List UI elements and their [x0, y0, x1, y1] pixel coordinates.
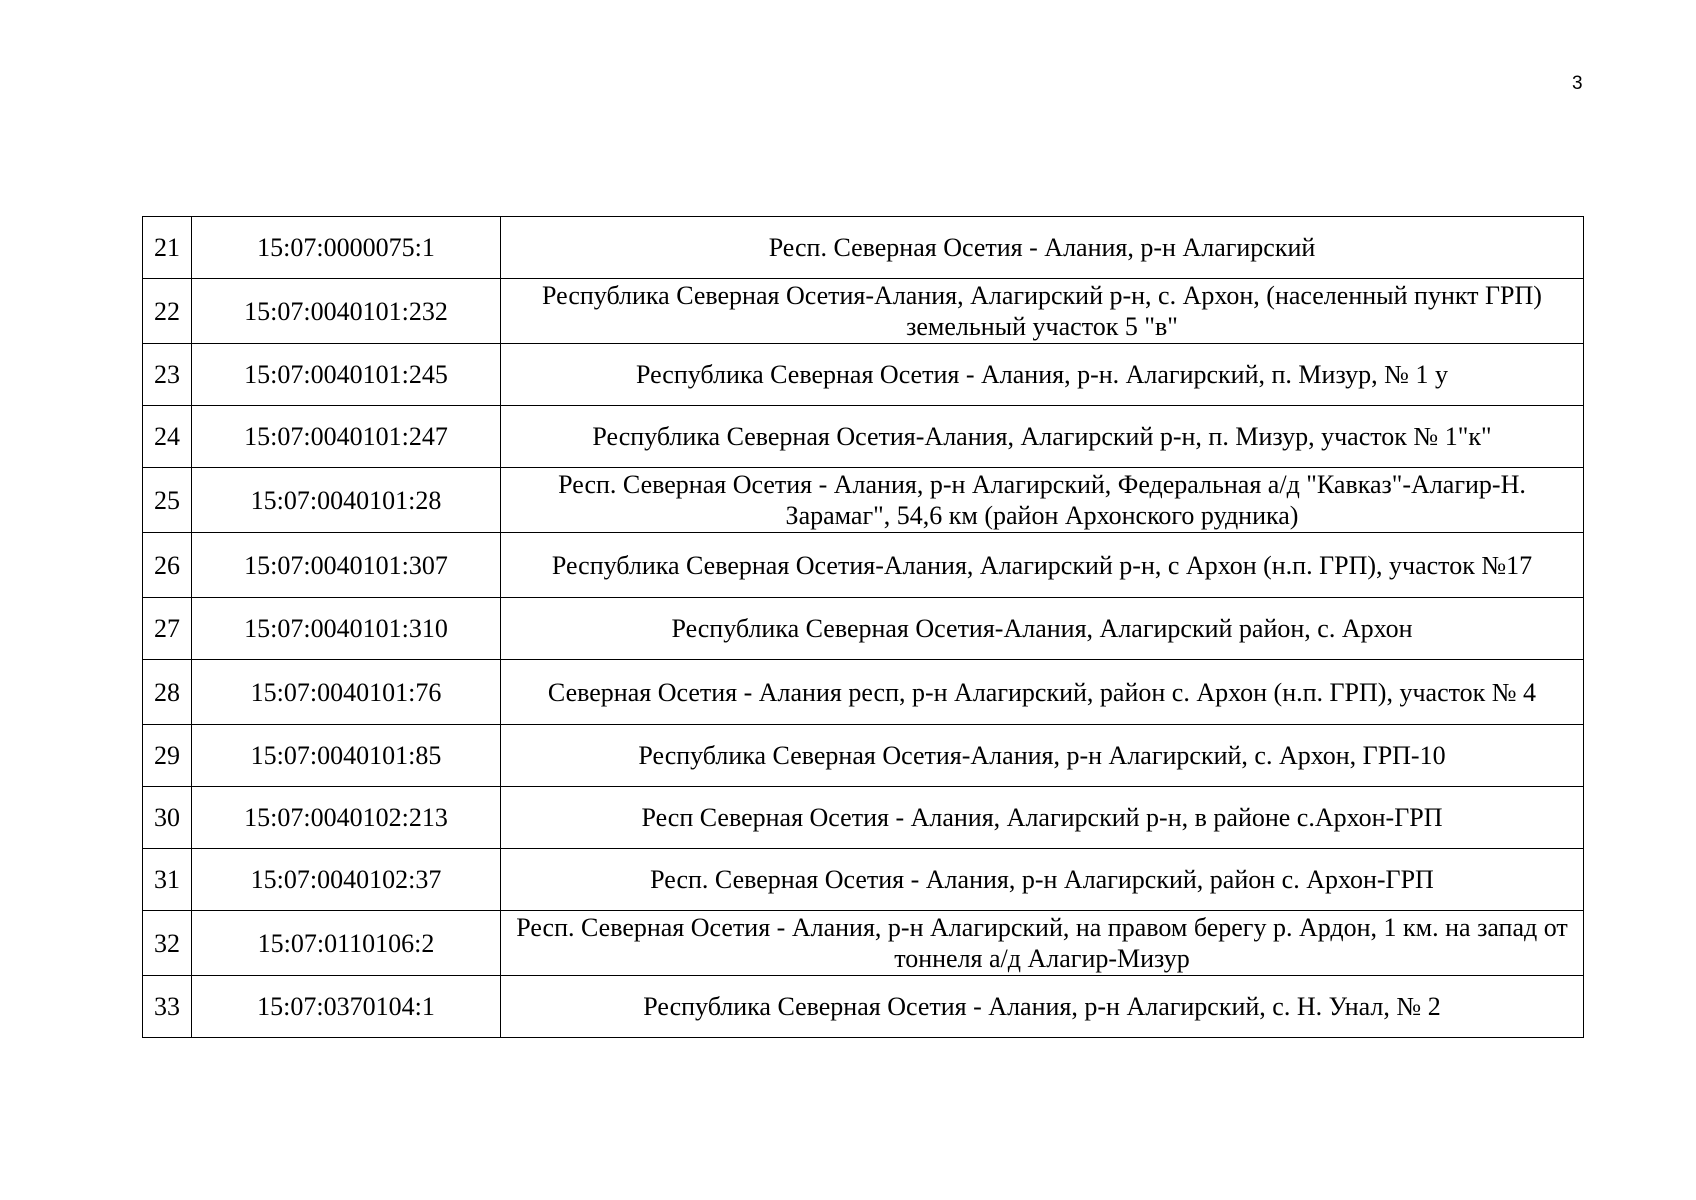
address: Респ. Северная Осетия - Алания, р-н Алагирский, на правом берегу р. Ардон, 1 км. на запад от тоннеля а/д Алагир-Мизур — [501, 911, 1584, 976]
address: Республика Северная Осетия-Алания, Алагирский район, с. Архон — [501, 598, 1584, 660]
address: Респ. Северная Осетия - Алания, р-н Алагирский, район с. Архон-ГРП — [501, 849, 1584, 911]
cadastral-number: 15:07:0040101:245 — [192, 344, 501, 406]
row-number: 23 — [143, 344, 192, 406]
table-row — [143, 406, 1584, 468]
cadastral-number: 15:07:0040101:247 — [192, 406, 501, 468]
address: Республика Северная Осетия-Алания, р-н Алагирский, с. Архон, ГРП-10 — [501, 725, 1584, 787]
row-number: 31 — [143, 849, 192, 911]
cadastral-number: 15:07:0040101:28 — [192, 468, 501, 533]
cadastral-number: 15:07:0370104:1 — [192, 976, 501, 1038]
table-row — [143, 344, 1584, 406]
cadastral-number: 15:07:0040101:76 — [192, 660, 501, 725]
address: Респ. Северная Осетия - Алания, р-н Алагирский, Федеральная а/д "Кавказ"-Алагир-Н. Зарамаг", 54,6 км (район Архонского рудника) — [501, 468, 1584, 533]
row-number: 27 — [143, 598, 192, 660]
address: Республика Северная Осетия - Алания, р-н. Алагирский, п. Мизур, № 1 у — [501, 344, 1584, 406]
table-row — [143, 468, 1584, 533]
row-number: 26 — [143, 533, 192, 598]
cadastral-number: 15:07:0040101:85 — [192, 725, 501, 787]
row-number: 30 — [143, 787, 192, 849]
address: Респ Северная Осетия - Алания, Алагирский р-н, в районе с.Архон-ГРП — [501, 787, 1584, 849]
row-number: 22 — [143, 279, 192, 344]
address: Северная Осетия - Алания респ, р-н Алагирский, район с. Архон (н.п. ГРП), участок № 4 — [501, 660, 1584, 725]
table-row — [143, 217, 1584, 279]
row-number: 28 — [143, 660, 192, 725]
cadastral-number: 15:07:0040101:307 — [192, 533, 501, 598]
row-number: 24 — [143, 406, 192, 468]
page-number: 3 — [1572, 73, 1583, 94]
address: Республика Северная Осетия-Алания, Алагирский р-н, п. Мизур, участок № 1"к" — [501, 406, 1584, 468]
table-row — [143, 787, 1584, 849]
row-number: 29 — [143, 725, 192, 787]
row-number: 25 — [143, 468, 192, 533]
row-number: 21 — [143, 217, 192, 279]
table-row — [143, 976, 1584, 1038]
cadastral-number: 15:07:0040102:213 — [192, 787, 501, 849]
table-row — [143, 533, 1584, 598]
cadastral-number: 15:07:0040101:232 — [192, 279, 501, 344]
address: Республика Северная Осетия-Алания, Алагирский р-н, с. Архон, (населенный пункт ГРП) земельный участок 5 "в" — [501, 279, 1584, 344]
cadastral-number: 15:07:0040101:310 — [192, 598, 501, 660]
table-row — [143, 279, 1584, 344]
table-row — [143, 725, 1584, 787]
cadastral-number: 15:07:0000075:1 — [192, 217, 501, 279]
address: Республика Северная Осетия - Алания, р-н Алагирский, с. Н. Унал, № 2 — [501, 976, 1584, 1038]
table-row — [143, 660, 1584, 725]
land-plots-table — [142, 216, 1584, 1038]
row-number: 32 — [143, 911, 192, 976]
address: Республика Северная Осетия-Алания, Алагирский р-н, с Архон (н.п. ГРП), участок №17 — [501, 533, 1584, 598]
cadastral-number: 15:07:0110106:2 — [192, 911, 501, 976]
cadastral-number: 15:07:0040102:37 — [192, 849, 501, 911]
row-number: 33 — [143, 976, 192, 1038]
table-row — [143, 849, 1584, 911]
address: Респ. Северная Осетия - Алания, р-н Алагирский — [501, 217, 1584, 279]
table-row — [143, 911, 1584, 976]
table-row — [143, 598, 1584, 660]
